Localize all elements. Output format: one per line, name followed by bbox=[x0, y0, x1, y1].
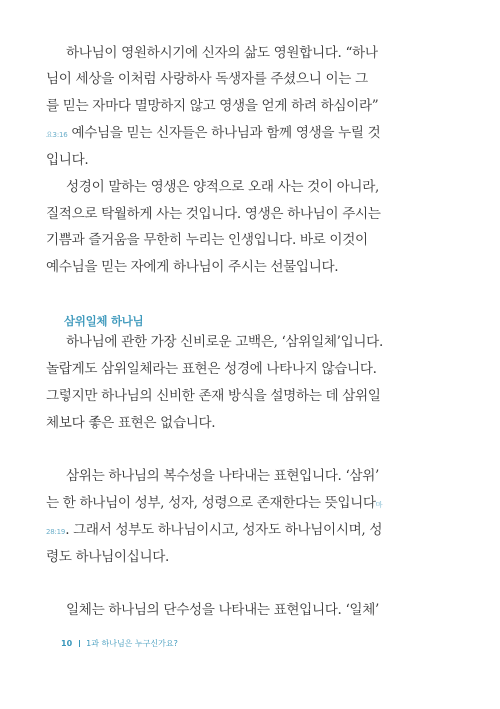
scripture-reference: 마 bbox=[375, 501, 383, 509]
paragraph-1-line-3: 를 믿는 자마다 멸망하지 않고 영생을 얻게 하려 하심이라” bbox=[46, 98, 379, 114]
section-heading: 삼위일체 하나님 bbox=[64, 314, 144, 328]
paragraph-1-line-1: 하나님이 영원하시기에 신자의 삶도 영원합니다. “하나 bbox=[66, 45, 378, 61]
paragraph-4-line-2 bbox=[46, 494, 458, 514]
paragraph-2-line-2: 질적으로 탁월하게 사는 것입니다. 영생은 하나님이 주시는 bbox=[46, 206, 381, 222]
paragraph-1-line-5: 입니다. bbox=[46, 152, 89, 168]
paragraph-1-line-4 bbox=[46, 124, 458, 144]
paragraph-2-line-4: 예수님을 믿는 자에게 하나님이 주시는 선물입니다. bbox=[46, 259, 339, 275]
paragraph-3-line-3: 그렇지만 하나님의 신비한 존재 방식을 설명하는 데 삼위일 bbox=[46, 388, 381, 404]
paragraph-4-line-3-text: . 그래서 성부도 하나님이시고, 성자도 하나님이시며, 성 bbox=[65, 522, 383, 538]
page-footer bbox=[61, 638, 178, 649]
scripture-reference: 28:19 bbox=[46, 528, 66, 536]
footer-divider bbox=[79, 640, 80, 647]
paragraph-4-line-3 bbox=[46, 521, 458, 541]
scripture-reference: 요3:16 bbox=[46, 131, 68, 139]
paragraph-1-line-4-text: 예수님을 믿는 신자들은 하나님과 함께 영생을 누릴 것 bbox=[67, 125, 381, 141]
paragraph-3-line-2: 놀랍게도 삼위일체라는 표현은 성경에 나타나지 않습니다. bbox=[46, 361, 377, 377]
paragraph-3-line-4: 체보다 좋은 표현은 없습니다. bbox=[46, 415, 216, 431]
paragraph-4-line-4: 령도 하나님이십니다. bbox=[46, 549, 169, 565]
paragraph-4-line-1: 삼위는 하나님의 복수성을 나타내는 표현입니다. ‘삼위’ bbox=[66, 468, 379, 484]
paragraph-1-line-2: 님이 세상을 이처럼 사랑하사 독생자를 주셨으니 이는 그 bbox=[46, 71, 368, 87]
paragraph-4-line-2-text: 는 한 하나님이 성부, 성자, 성령으로 존재한다는 뜻입니다 bbox=[46, 495, 376, 511]
page-number: 10 bbox=[61, 639, 73, 648]
paragraph-2-line-3: 기쁨과 즐거움을 무한히 누리는 인생입니다. 바로 이것이 bbox=[46, 232, 368, 248]
paragraph-2-line-1: 성경이 말하는 영생은 양적으로 오래 사는 것이 아니라, bbox=[66, 179, 379, 195]
paragraph-3-line-1: 하나님에 관한 가장 신비로운 고백은, ‘삼위일체’입니다. bbox=[66, 334, 383, 350]
paragraph-5-line-1: 일체는 하나님의 단수성을 나타내는 표현입니다. ‘일체’ bbox=[66, 602, 379, 618]
chapter-title: 1과 하나님은 누구신가요? bbox=[86, 639, 178, 648]
